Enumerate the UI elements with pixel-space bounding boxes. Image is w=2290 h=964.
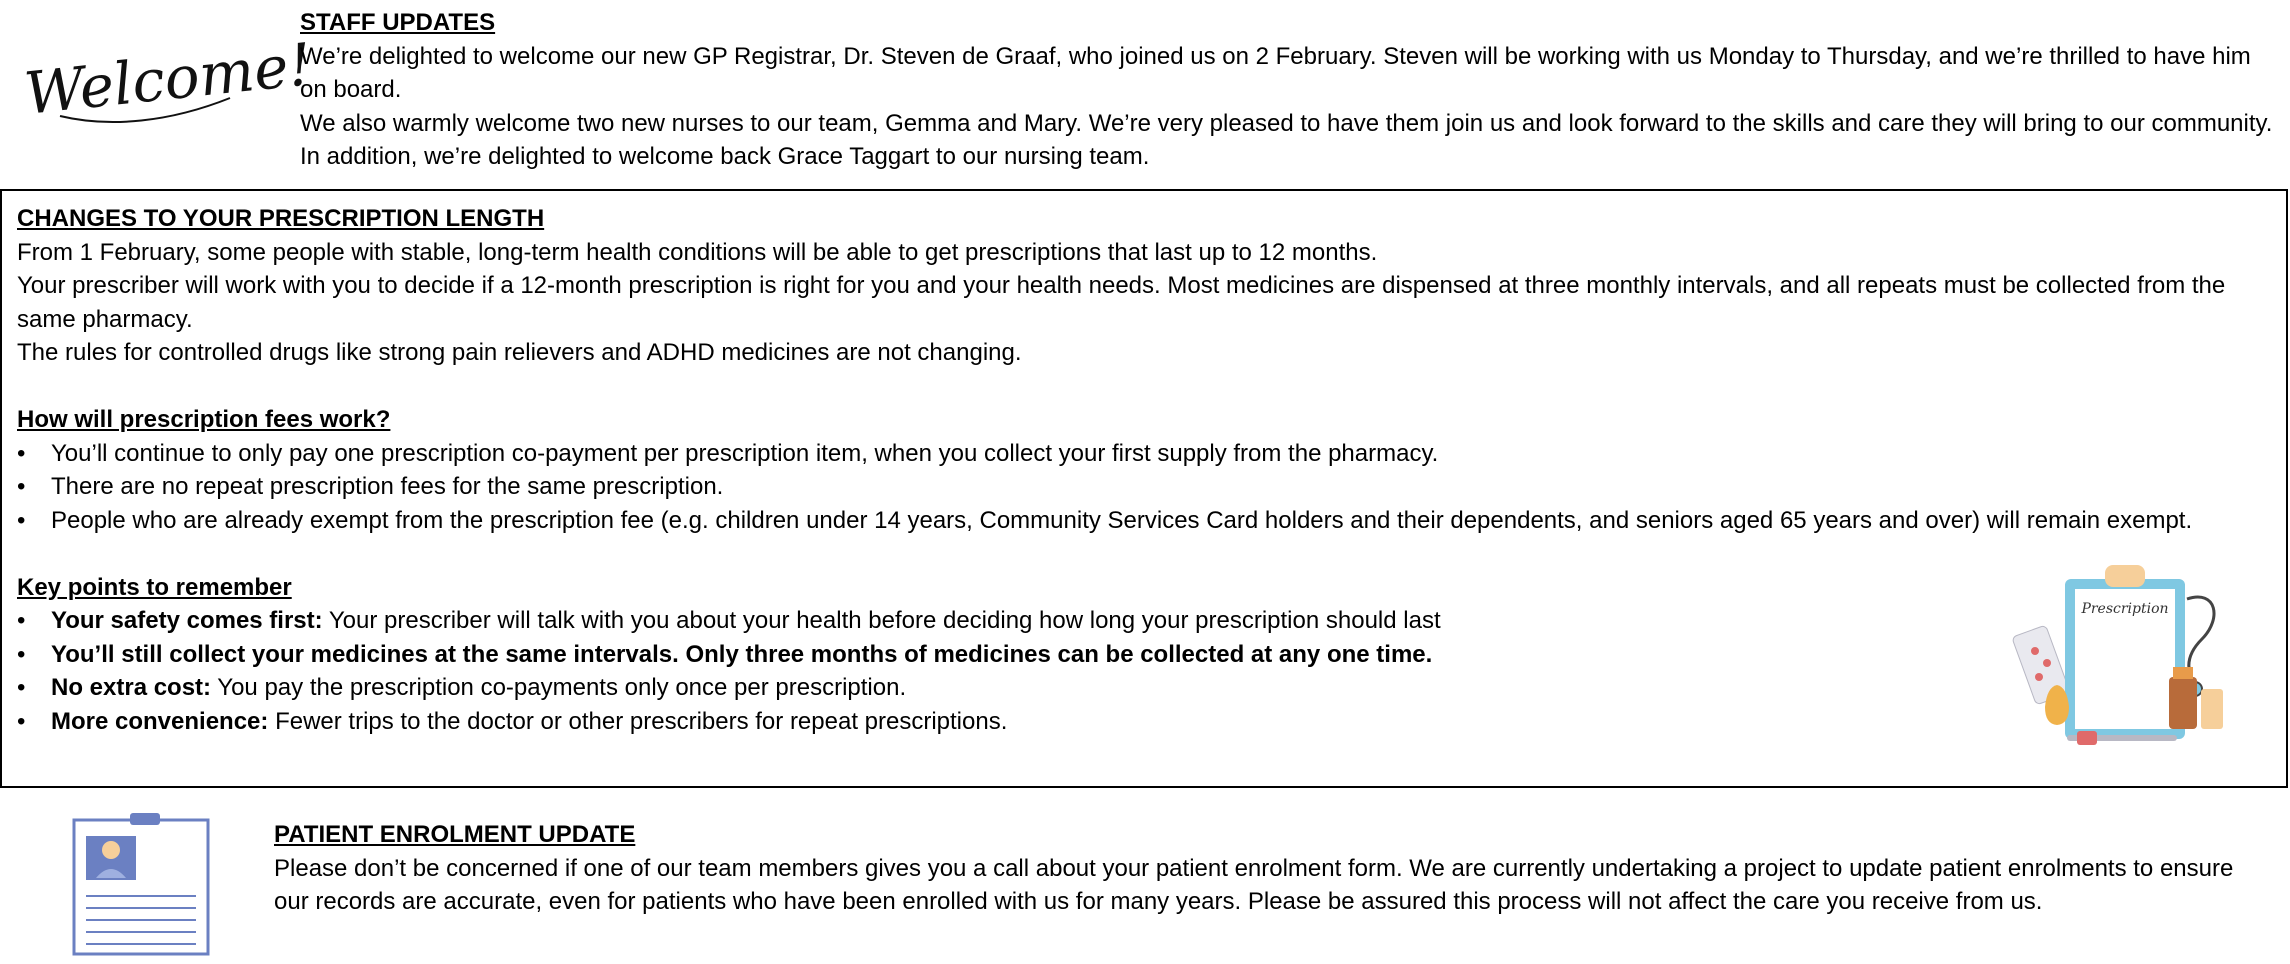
fees-subheading: How will prescription fees work? — [17, 406, 391, 433]
prescription-intro-line: From 1 February, some people with stable, long-term health conditions will be able to get prescriptions that last up to 12 months. — [17, 238, 1378, 266]
key-point-text: You pay the prescription co-payments only once per prescription. — [211, 674, 907, 701]
clipboard-title: Prescription — [2081, 601, 2169, 617]
welcome-script-logo — [20, 30, 315, 138]
key-points-subheading: Key points to remember — [17, 573, 292, 601]
prescription-intro-line: Your prescriber will work with you to decide if a 12-month prescription is right for you and your health needs. Most medicines are dispensed at three monthly intervals, and all repeats must be collected from the same pharmacy. — [17, 272, 2226, 333]
staff-paragraph-registrar: We’re delighted to welcome our new GP Registrar, Dr. Steven de Graaf, who joined us on 2 February. Steven will be working with us Monday to Thursday, and we’re thrilled to have him on board. — [300, 42, 2251, 103]
staff-paragraph-nurses: We also warmly welcome two new nurses to our team, Gemma and Mary. We’re very pleased to have them join us and look forward to the skills and care they will bring to our community. In addition, we’re delighted to welcome back Grace Taggart to our nursing team. — [300, 109, 2273, 170]
id-card-icon — [72, 812, 212, 957]
prescription-clipboard-illustration — [2017, 559, 2232, 759]
prescription-intro-line: The rules for controlled drugs like strong pain relievers and ADHD medicines are not changing. — [17, 339, 1022, 366]
enrolment-body: Please don’t be concerned if one of our team members gives you a call about your patient enrolment form. We are currently undertaking a project to update patient enrolments to ensure our records are accurate, even for patients who have been enrolled with us for many years. Please be assured this process will not affect the care you receive from us. — [274, 854, 2234, 915]
prescription-heading: CHANGES TO YOUR PRESCRIPTION LENGTH — [17, 205, 545, 232]
key-point-bold: You’ll still collect your medicines at the same intervals. Only three months of medicines can be collected at any one time. — [51, 640, 1433, 668]
key-point-item — [17, 638, 2247, 672]
key-point-item — [17, 671, 2247, 705]
key-point-item — [17, 705, 2247, 739]
fees-list-item: • There are no repeat prescription fees for the same prescription. — [17, 470, 2247, 504]
prescription-length-section — [0, 189, 2288, 788]
staff-updates-heading: STAFF UPDATES — [300, 9, 496, 36]
fees-list — [17, 437, 2247, 538]
patient-enrolment-section — [0, 790, 2290, 964]
staff-updates-section — [0, 0, 2290, 185]
enrolment-heading: PATIENT ENROLMENT UPDATE — [274, 821, 636, 848]
key-point-bold: No extra cost: — [51, 674, 212, 701]
key-point-text: Your prescriber will talk with you about your health before deciding how long your prescription should last — [322, 607, 1441, 634]
key-point-bold: Your safety comes first: — [51, 607, 323, 634]
key-point-item — [17, 604, 2247, 638]
fees-list-item: • You’ll continue to only pay one prescription co-payment per prescription item, when you collect your first supply from the pharmacy. — [17, 437, 2247, 471]
fees-list-item: • People who are already exempt from the prescription fee (e.g. children under 14 years, Community Services Card holders and their dependents, and seniors aged 65 years and over) will remain exempt. — [17, 504, 2247, 538]
svg-text:Welcome!: Welcome! — [21, 30, 315, 128]
key-point-text: Fewer trips to the doctor or other prescribers for repeat prescriptions. — [268, 707, 1008, 735]
key-points-list — [17, 604, 2247, 738]
key-point-bold: More convenience: — [51, 707, 269, 735]
